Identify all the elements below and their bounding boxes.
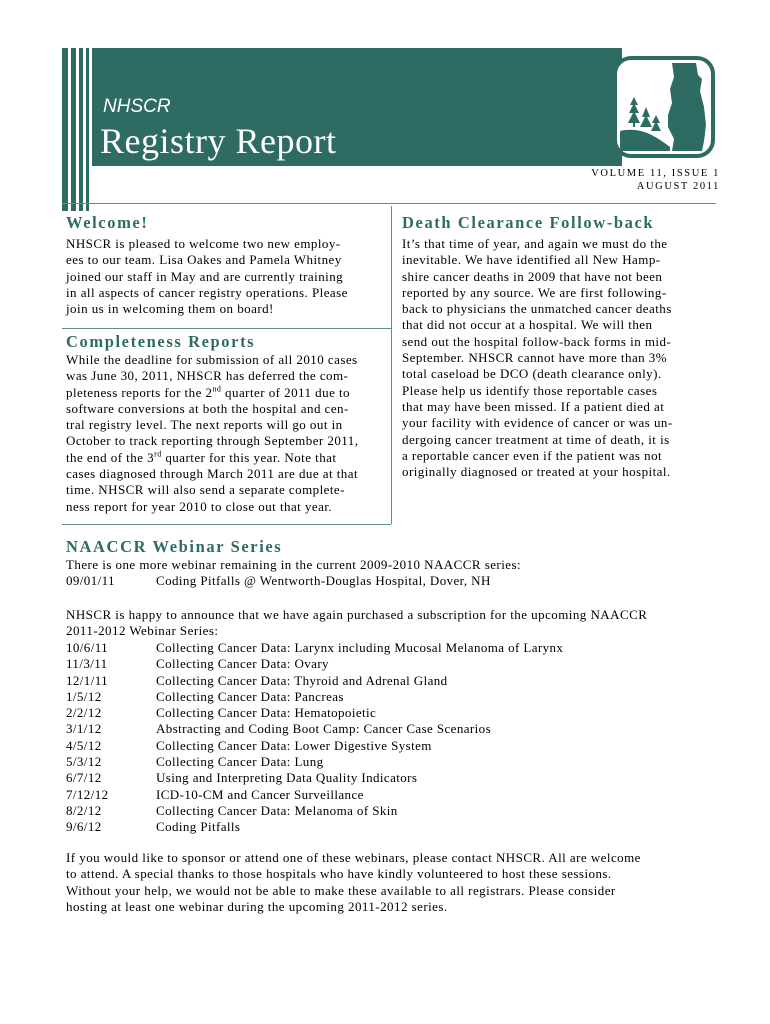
text-line: ness report for year 2010 to close out that year. [66, 498, 333, 514]
column-divider [391, 206, 392, 524]
webinar-schedule [66, 640, 563, 836]
text-line: ees to our team. Lisa Oakes and Pamela Whitney [66, 252, 342, 268]
text-line: that may have been missed. If a patient died at [402, 398, 665, 414]
ordinal-suffix: rd [154, 449, 162, 459]
webinar-row [66, 640, 563, 656]
webinar-intro [66, 557, 521, 573]
text-line: October to track reporting through September 2011, [66, 433, 359, 449]
text-line: There is one more webinar remaining in the current 2009-2010 NAACCR series: [66, 557, 522, 572]
masthead-stripe [62, 48, 68, 211]
webinar-date: 10/6/11 [66, 640, 109, 655]
text-line: back to physicians the unmatched cancer deaths [402, 301, 672, 317]
webinar-title: Collecting Cancer Data: Larynx including Mucosal Melanoma of Larynx [156, 640, 564, 655]
nh-state-logo-icon [612, 55, 716, 159]
text-line: It’s that time of year, and again we must do the [402, 236, 668, 251]
webinar-announcement [66, 607, 647, 640]
welcome-heading: Welcome! [66, 213, 149, 232]
text-line: in all aspects of cancer registry operations. Please [66, 284, 348, 300]
issue-info [591, 167, 720, 193]
text-line: cases diagnosed through March 2011 are due at that [66, 466, 359, 482]
text-line: a reportable cancer even if the patient was not [402, 447, 663, 463]
death-clearance-body [402, 236, 673, 480]
newsletter-title: Registry Report [100, 121, 337, 161]
text-line: shire cancer deaths in 2009 that have not been [402, 268, 663, 284]
webinar-title: Using and Interpreting Data Quality Indicators [156, 770, 418, 786]
text-line: total caseload be DCO (death clearance only). [402, 366, 662, 382]
welcome-body [66, 236, 348, 317]
text-span: quarter of 2011 due to [221, 384, 350, 400]
text-line: originally diagnosed or treated at your hospital. [402, 464, 671, 480]
text-line: that did not occur at a hospital. We will then [402, 317, 653, 333]
webinar-title: Collecting Cancer Data: Lung [156, 754, 324, 770]
ordinal-suffix: nd [212, 384, 222, 394]
webinar-date: 09/01/11 [66, 573, 115, 588]
divider [62, 328, 391, 329]
webinar-title: Coding Pitfalls [156, 819, 241, 835]
text-line: NHSCR is happy to announce that we have again purchased a subscription for the upcoming NAACCR [66, 607, 648, 622]
webinar-row [66, 573, 491, 589]
webinar-date: 7/12/12 [66, 786, 109, 802]
text-line: was June 30, 2011, NHSCR has deferred the com- [66, 368, 349, 384]
completeness-body [66, 352, 358, 515]
text-line: If you would like to sponsor or attend one of these webinars, please contact NHSCR. All are welcome [66, 850, 641, 865]
webinar-row [66, 721, 563, 737]
webinar-heading: NAACCR Webinar Series [66, 537, 283, 556]
webinar-row [66, 673, 563, 689]
org-name: NHSCR [103, 96, 171, 117]
text-line: reported by any source. We are first following- [402, 284, 667, 300]
webinar-date: 3/1/12 [66, 721, 102, 737]
text-line: tral registry level. The next reports will go out in [66, 417, 343, 433]
date-line: AUGUST 2011 [636, 181, 720, 192]
text-line: 2011-2012 Webinar Series: [66, 623, 219, 639]
text-line: to attend. A special thanks to those hospitals who have kindly volunteered to host these sessions. [66, 866, 612, 882]
text-line: Please help us identify those reportable cases [402, 382, 658, 398]
webinar-date: 2/2/12 [66, 705, 102, 721]
masthead-stripe [71, 48, 76, 211]
webinar-date: 9/6/12 [66, 819, 102, 835]
text-line: your facility with evidence of cancer or was un- [402, 415, 673, 431]
text-span: quarter for this year. Note that [161, 449, 337, 465]
webinar-row [66, 656, 563, 672]
text-line: Without your help, we would not be able to make these available to all registrars. Please consider [66, 882, 616, 898]
text-line: join us in welcoming them on board! [66, 301, 274, 317]
webinar-date: 4/5/12 [66, 737, 102, 753]
text-line: software conversions at both the hospital and cen- [66, 400, 349, 416]
text-line: September. NHSCR cannot have more than 3% [402, 350, 668, 366]
webinar-title: Collecting Cancer Data: Hematopoietic [156, 705, 377, 721]
webinar-row [66, 754, 563, 770]
webinar-title: ICD-10-CM and Cancer Surveillance [156, 786, 364, 802]
webinar-title: Collecting Cancer Data: Melanoma of Skin [156, 802, 398, 818]
webinar-row [66, 770, 563, 786]
webinar-row [66, 689, 563, 705]
text-line: time. NHSCR will also send a separate complete- [66, 482, 345, 498]
text-line [66, 450, 358, 466]
divider [62, 203, 716, 204]
text-line: send out the hospital follow-back forms in mid- [402, 333, 672, 349]
webinar-date: 11/3/11 [66, 656, 108, 672]
text-line [66, 385, 358, 401]
volume-line: VOLUME 11, ISSUE 1 [591, 168, 720, 179]
masthead-stripe [86, 48, 89, 211]
text-span: pleteness reports for the 2 [66, 384, 213, 400]
webinar-date: 12/1/11 [66, 672, 109, 688]
webinar-title: Collecting Cancer Data: Ovary [156, 656, 329, 672]
completeness-heading: Completeness Reports [66, 332, 256, 351]
text-line: joined our staff in May and are currently training [66, 268, 344, 284]
webinar-title: Coding Pitfalls @ Wentworth-Douglas Hospital, Dover, NH [156, 573, 491, 588]
masthead-stripe [79, 48, 83, 211]
divider [62, 524, 391, 525]
webinar-title: Abstracting and Coding Boot Camp: Cancer Case Scenarios [156, 721, 492, 737]
death-clearance-heading: Death Clearance Follow-back [402, 213, 655, 232]
webinar-date: 8/2/12 [66, 802, 102, 818]
current-webinar [66, 573, 491, 589]
webinar-date: 6/7/12 [66, 770, 102, 786]
webinar-row [66, 819, 563, 835]
webinar-closing [66, 850, 641, 915]
webinar-date: 5/3/12 [66, 754, 102, 770]
webinar-title: Collecting Cancer Data: Thyroid and Adrenal Gland [156, 672, 448, 688]
webinar-title: Collecting Cancer Data: Lower Digestive System [156, 737, 432, 753]
webinar-title: Collecting Cancer Data: Pancreas [156, 688, 344, 704]
text-line: NHSCR is pleased to welcome two new employ- [66, 236, 341, 251]
webinar-date: 1/5/12 [66, 688, 102, 704]
webinar-row [66, 705, 563, 721]
text-line: inevitable. We have identified all New Hamp- [402, 252, 661, 268]
webinar-row [66, 738, 563, 754]
text-span: the end of the 3 [66, 449, 155, 465]
text-line: hosting at least one webinar during the upcoming 2011-2012 series. [66, 898, 448, 914]
webinar-row [66, 787, 563, 803]
text-line: While the deadline for submission of all 2010 cases [66, 352, 358, 367]
text-line: dergoing cancer treatment at time of death, it is [402, 431, 670, 447]
webinar-row [66, 803, 563, 819]
